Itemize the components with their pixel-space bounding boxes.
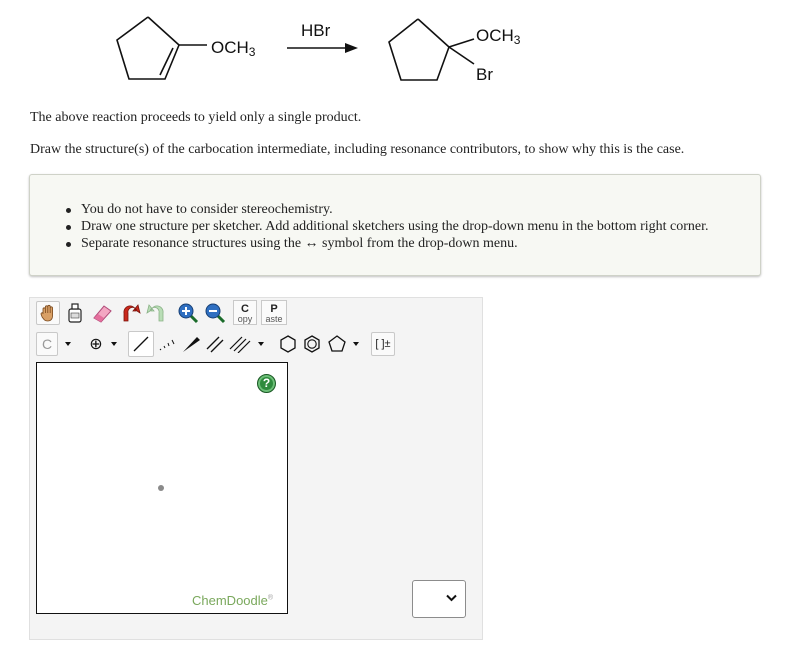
copy-button-initial: C [241,303,249,315]
question-instruction: Draw the structure(s) of the carbocation intermediate, including resonance contributors, to show why this is the case. [30,142,685,157]
eraser-button[interactable] [90,301,114,325]
help-button[interactable]: ? [257,374,276,393]
copy-button[interactable] [233,300,257,325]
cyclohexane-button[interactable] [276,332,300,356]
double-bond-icon [205,335,225,353]
instructions-box [29,174,761,276]
hashed-bond-icon [157,335,177,353]
single-bond-button[interactable] [128,331,154,357]
pan-hand-button[interactable] [36,301,60,325]
paste-button-initial: P [270,303,278,315]
cyclopentane-button[interactable] [325,332,349,356]
redo-button[interactable] [145,301,169,325]
chevron-down-icon [446,594,457,602]
paste-button-rest: aste [265,314,283,324]
reactant-methoxy-label: $OCH_3$ [211,38,256,59]
chemdoodle-brand [192,593,273,608]
zoom-out-icon [204,302,226,324]
benzene-icon [302,334,322,354]
add-sketcher-select[interactable] [412,580,466,618]
charge-plus-button[interactable]: ⊕ [89,336,103,353]
instructions-list [64,201,709,252]
reagent-label: HBr [301,21,331,40]
hexagon-icon [278,334,298,354]
question-intro: The above reaction proceeds to yield only a single product. [30,110,362,125]
bottle-icon [65,302,85,324]
ring-dropdown-arrow[interactable] [353,342,359,346]
reaction-arrow [287,43,358,53]
triple-bond-button[interactable] [228,332,252,356]
instruction-item: Separate resonance structures using the ↔ symbol from the drop-down menu. [64,235,709,252]
clear-canvas-button[interactable] [63,301,87,325]
undo-button[interactable] [118,301,142,325]
wedge-bond-button[interactable] [179,332,203,356]
cyclopentane-structure [389,19,474,80]
hashed-bond-button[interactable] [155,332,179,356]
double-bond-button[interactable] [203,332,227,356]
single-bond-icon [132,335,150,353]
copy-button-rest: opy [237,314,253,324]
zoom-in-icon [177,302,199,324]
pentagon-icon [327,334,347,354]
reaction-scheme [0,0,786,105]
paste-button[interactable] [261,300,287,325]
benzene-button[interactable] [300,332,324,356]
element-dropdown-arrow[interactable] [65,342,71,346]
product-methoxy-label: $OCH_3$ [476,26,521,47]
charge-dropdown-arrow[interactable] [111,342,117,346]
wedge-bond-icon [181,335,201,353]
redo-icon [146,303,168,323]
undo-icon [119,303,141,323]
cyclopentene-structure [117,17,207,79]
zoom-out-button[interactable] [203,301,227,325]
reaction-drawing [0,0,786,105]
eraser-icon [91,303,113,323]
element-carbon-button[interactable]: C [36,332,58,356]
canvas-atom-dot [158,485,164,491]
brand-mark: ® [267,594,274,602]
instruction-item: Draw one structure per sketcher. Add additional sketchers using the drop-down menu in the bottom right corner. [64,218,709,235]
bracket-charge-button[interactable]: [ ]± [371,332,395,356]
triple-bond-icon [229,335,251,353]
product-bromo-label: Br [476,65,493,84]
brand-name: ChemDoodle [192,593,268,608]
hand-icon [38,303,58,323]
bond-dropdown-arrow[interactable] [258,342,264,346]
instruction-item: You do not have to consider stereochemistry. [64,201,709,218]
zoom-in-button[interactable] [176,301,200,325]
